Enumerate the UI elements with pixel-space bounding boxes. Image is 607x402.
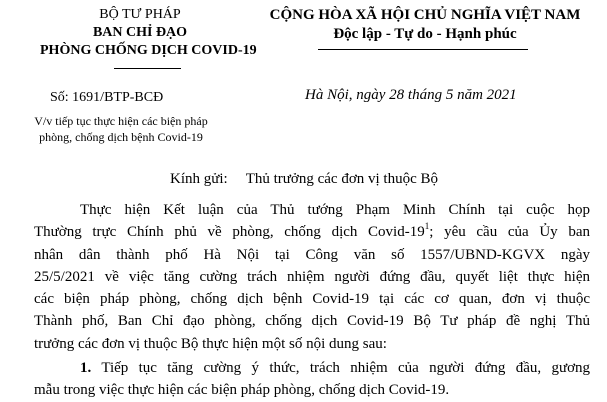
national-motto: Độc lập - Tự do - Hạnh phúc (333, 26, 517, 42)
item1-line-1 (34, 357, 590, 379)
recipient-name: Thủ trưởng các đơn vị thuộc Bộ (245, 171, 439, 187)
para1-line-2b: ; yêu cầu của Ủy ban (429, 224, 591, 241)
subject-line-2: phòng, chống dịch bệnh Covid-19 (39, 130, 203, 144)
footnote-marker: 1 (424, 221, 430, 232)
recipient-label: Kính gửi: (170, 171, 228, 187)
recipient-line (170, 171, 438, 188)
body-item-1 (34, 357, 590, 402)
item1-line-1-text: Tiếp tục tăng cường ý thức, trách nhiệm của người đứng đầu, gương (101, 360, 591, 376)
motto-underline (318, 49, 528, 50)
ministry-name: BỘ TƯ PHÁP (99, 7, 181, 22)
committee-name-line2: PHÒNG CHỐNG DỊCH COVID-19 (40, 43, 257, 58)
para1-line-2a: Thường trực Chính phủ về phòng, chống dịch Covid-19 (34, 224, 425, 241)
para1-line-6: Thành phố, Ban Chỉ đạo phòng, chống dịch Covid-19 Bộ Tư pháp đề nghị Thủ (34, 313, 590, 330)
item1-number: 1. (80, 360, 92, 376)
national-title: CỘNG HÒA XÃ HỘI CHỦ NGHĨA VIỆT NAM (269, 7, 581, 23)
issuer-underline (114, 68, 181, 69)
para1-line-4: 25/5/2021 về việc tăng cường trách nhiệm người đứng đầu, quyết liệt thực hiện (34, 268, 590, 285)
subject-line-1: V/v tiếp tục thực hiện các biện pháp (34, 114, 208, 128)
para1-line-1: Thực hiện Kết luận của Thủ tướng Phạm Minh Chính tại cuộc họp (80, 202, 590, 218)
item1-line-2: mẫu trong việc thực hiện các biện pháp phòng, chống dịch Covid-19. (34, 382, 450, 399)
place-date: Hà Nội, ngày 28 tháng 5 năm 2021 (305, 87, 517, 103)
body-paragraph-1 (34, 199, 590, 355)
para1-line-7: trưởng các đơn vị thuộc Bộ thực hiện một số nội dung sau: (34, 335, 387, 352)
document-number: Số: 1691/BTP-BCĐ (50, 90, 164, 105)
para1-line-5: các biện pháp phòng, chống dịch bệnh Covid-19 tại các cơ quan, đơn vị thuộc (34, 291, 590, 308)
para1-line-3: nhân dân thành phố Hà Nội tại Công văn số 1557/UBND-KGVX ngày (34, 246, 590, 263)
para1-line-2 (34, 221, 590, 243)
committee-name-line1: BAN CHỈ ĐẠO (92, 25, 188, 40)
